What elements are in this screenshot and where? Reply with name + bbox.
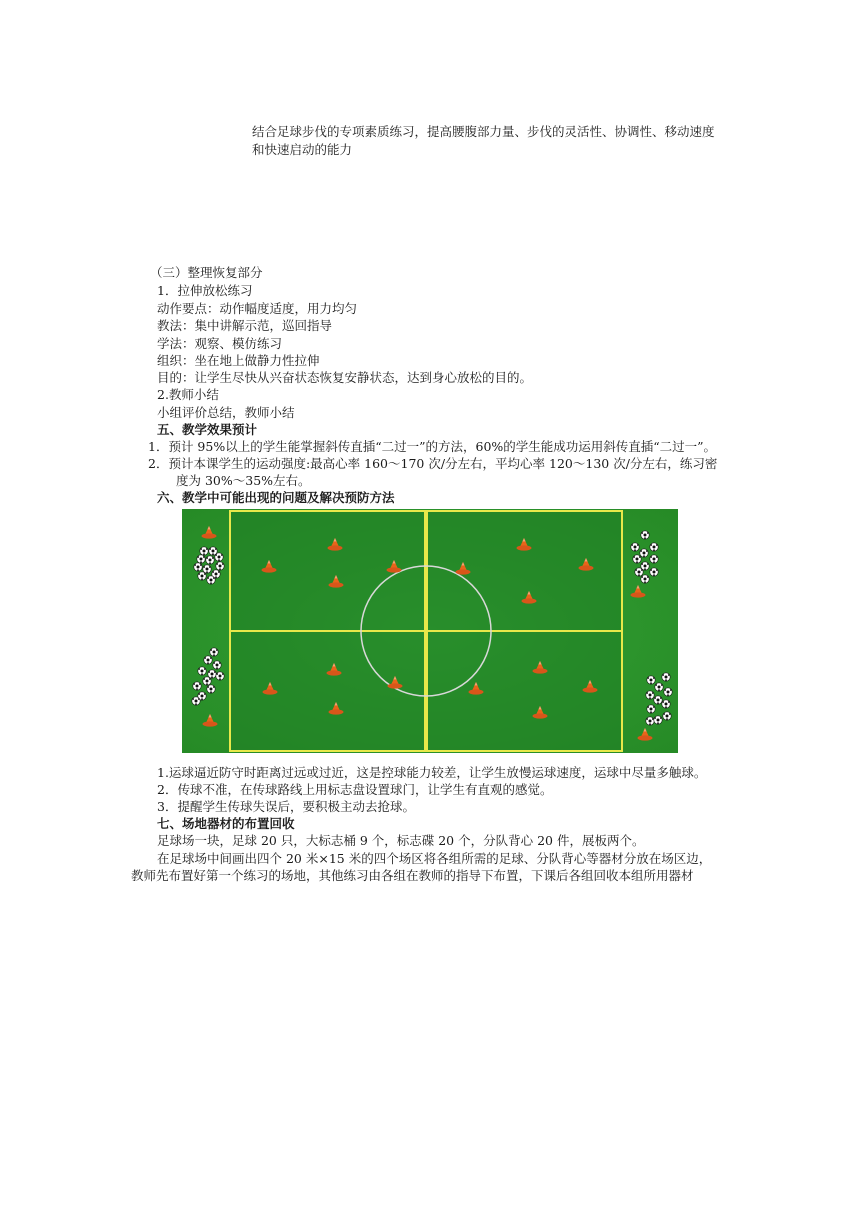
section7-heading: 七、场地器材的布置回收 (157, 816, 295, 831)
section5-p2-line1: 2．预计本课学生的运动强度:最高心率 160～170 次/分左右，平均心率 120～130 次/分左右，练习密 (148, 456, 718, 471)
section3-item1-title: 1．拉伸放松练习 (157, 283, 253, 298)
section7-p1: 足球场一块，足球 20 只，大标志桶 9 个，标志碟 20 个，分队背心 20 件，展板两个。 (157, 833, 645, 848)
section7-p2-line2: 教师先布置好第一个练习的场地，其他练习由各组在教师的指导下布置，下课后各组回收本组所用器材 (131, 868, 694, 883)
section6-p2: 2．传球不准，在传球路线上用标志盘设置球门，让学生有直观的感觉。 (157, 782, 553, 797)
section3-heading: （三）整理恢复部分 (150, 265, 263, 280)
zone-bottom-left (230, 631, 425, 751)
section5-p1: 1．预计 95%以上的学生能掌握斜传直插“二过一”的方法，60%的学生能成功运用斜传直插“二过一”。 (148, 439, 717, 454)
section5-heading: 五、教学效果预计 (157, 422, 258, 437)
section3-essentials: 动作要点：动作幅度适度，用力均匀 (157, 301, 358, 316)
section7-p2-line1: 在足球场中间画出四个 20 米×15 米的四个场区将各组所需的足球、分队背心等器材分放在场区边， (157, 851, 712, 866)
field-diagram (182, 509, 678, 753)
section6-p1: 1.运球逼近防守时距离过远或过近，这是控球能力较差，让学生放慢运球速度，运球中尽量多触球。 (157, 765, 707, 780)
section3-purpose: 目的：让学生尽快从兴奋状态恢复安静状态，达到身心放松的目的。 (157, 370, 533, 385)
section6-p3: 3．提醒学生传球失误后，要积极主动去抢球。 (157, 799, 415, 814)
section3-learning: 学法：观察、模仿练习 (157, 336, 283, 351)
section3-item2-title: 2.教师小结 (157, 387, 219, 402)
section3-organization: 组织：坐在地上做静力性拉伸 (157, 353, 320, 368)
section5-p2-line2: 度为 30%～35%左右。 (176, 473, 311, 488)
intro-line-1: 结合足球步伐的专项素质练习，提高腰腹部力量、步伐的灵活性、协调性、移动速度 (252, 124, 715, 139)
section3-teaching: 教法：集中讲解示范，巡回指导 (157, 318, 333, 333)
section6-heading: 六、教学中可能出现的问题及解决预防方法 (157, 490, 395, 505)
intro-line-2: 和快速启动的能力 (252, 142, 353, 157)
section3-item2-text: 小组评价总结，教师小结 (157, 405, 295, 420)
